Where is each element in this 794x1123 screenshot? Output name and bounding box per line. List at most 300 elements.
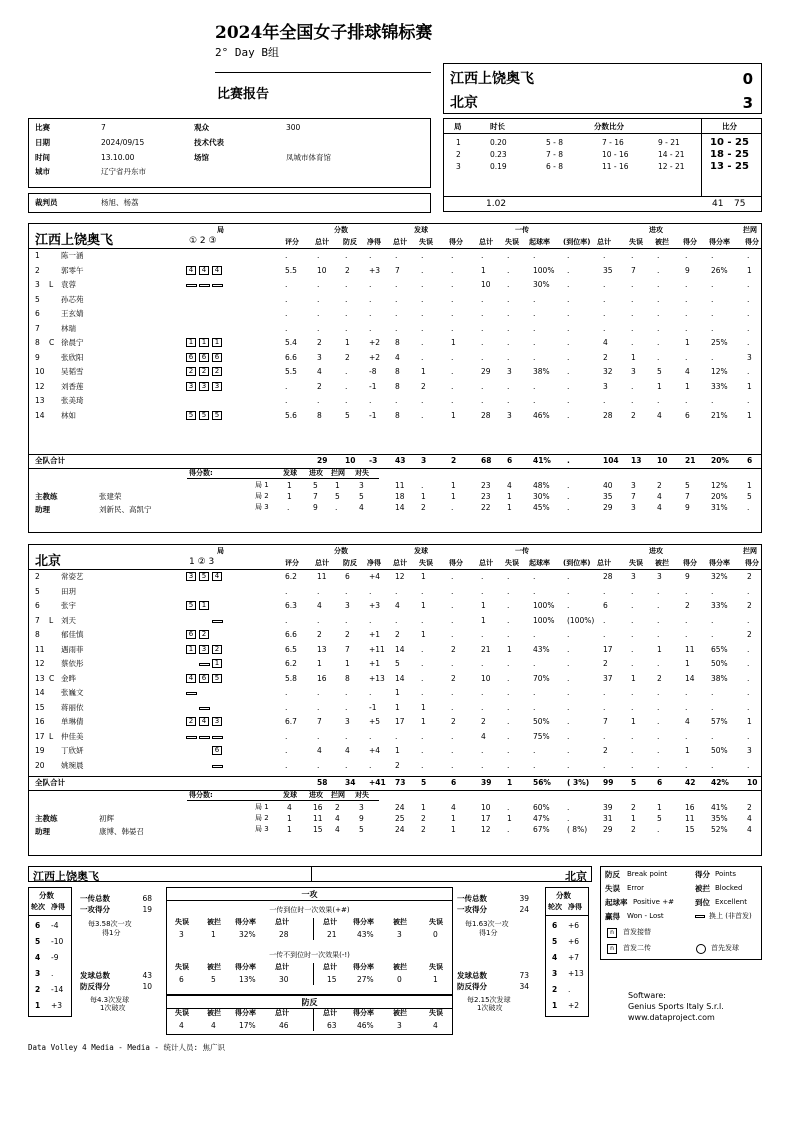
reception-1: . xyxy=(507,265,510,275)
block-pts: . xyxy=(747,251,750,260)
set-no: 3 xyxy=(456,162,461,171)
first-serve-marker-icon: n xyxy=(607,928,617,938)
points-0: 8 xyxy=(317,410,322,420)
grade: 6.6 xyxy=(285,352,297,362)
player-number: 20 xyxy=(35,760,45,770)
set-label: 局 3 xyxy=(255,503,269,511)
points-1: . xyxy=(345,586,348,596)
set-dur: 0.23 xyxy=(490,150,507,159)
player-name: 姚琬晨 xyxy=(61,760,84,770)
set-rec-0: 17 xyxy=(481,814,491,823)
rotation-box: 4 xyxy=(199,717,209,726)
player-row xyxy=(29,294,761,305)
points-2: +4 xyxy=(369,572,381,581)
mid-val-a: 4 xyxy=(211,1021,216,1030)
rotation-number: 3 xyxy=(35,969,41,978)
attack-3: . xyxy=(685,352,688,362)
rot-b-h1: 轮次 xyxy=(548,903,562,911)
rotation-box: 6 xyxy=(212,746,222,755)
reception-1: . xyxy=(507,352,510,362)
reception-2: . xyxy=(533,294,536,304)
rotation-box: 5 xyxy=(186,411,196,420)
assistant-name: 康博、韩晏召 xyxy=(99,827,144,836)
attack-2: . xyxy=(657,251,660,260)
set-rec-0: 23 xyxy=(481,481,491,490)
sets-h-score: 比分 xyxy=(722,122,737,131)
player-role: L xyxy=(49,615,54,625)
points-1: . xyxy=(345,702,348,712)
block-pts: . xyxy=(747,338,750,347)
col-header-block: 拦网 xyxy=(743,547,757,555)
points-label: 得分数: xyxy=(189,791,213,799)
reception-2: 38% xyxy=(533,367,550,376)
reception-1: . xyxy=(507,717,510,726)
match-label: 比赛 xyxy=(35,123,50,132)
lg-wl: 赢得 xyxy=(605,912,620,921)
serve-2: . xyxy=(451,688,454,697)
player-row xyxy=(29,600,761,611)
set-ph-0: . xyxy=(287,503,290,512)
col-header-pts: 得分 xyxy=(449,238,463,246)
total-serve-2: 6 xyxy=(451,778,457,787)
page-title: 2024年全国女子排球锦标赛 xyxy=(215,23,433,43)
col-header-blk: 被拦 xyxy=(655,238,669,246)
attack-3: . xyxy=(685,586,688,596)
player-row xyxy=(29,337,761,348)
points-2: . xyxy=(369,309,372,318)
reception-1: . xyxy=(507,323,510,333)
attack-4: . xyxy=(711,294,714,304)
team-total-row xyxy=(29,777,761,788)
total-rec-0: 39 xyxy=(481,778,492,787)
reception-3: . xyxy=(567,294,570,304)
mid-val-a: 1 xyxy=(211,930,216,939)
attack-3: . xyxy=(685,630,688,639)
rotation-box: 3 xyxy=(199,382,209,391)
serve-2: . xyxy=(451,572,454,581)
attack-2: . xyxy=(657,396,660,405)
set-breakdown-row xyxy=(29,491,761,502)
rot-a-h1: 轮次 xyxy=(31,903,45,911)
set-ph-0: 1 xyxy=(287,825,292,834)
mid-h-a: 失误 xyxy=(175,1009,189,1017)
reception-1: . xyxy=(507,731,510,741)
player-name: 郭零午 xyxy=(61,265,84,275)
date-label: 日期 xyxy=(35,138,50,147)
mid-h-a: 被拦 xyxy=(207,1009,221,1017)
grade: 6.6 xyxy=(285,630,297,639)
serve-2: 1 xyxy=(451,338,456,347)
col-header-pts: 得分 xyxy=(683,238,697,246)
points-1: 3 xyxy=(345,601,350,610)
col-header-err: 失误 xyxy=(505,238,519,246)
player-number: 12 xyxy=(35,381,45,391)
set-serve-2: 1 xyxy=(451,825,456,834)
attack-2: . xyxy=(657,601,660,610)
total-points-2: +41 xyxy=(369,778,386,787)
set-att-2: 5 xyxy=(657,814,662,823)
player-number: 5 xyxy=(35,294,40,304)
score-header xyxy=(443,63,762,114)
player-row xyxy=(29,702,761,713)
rotation-net: . xyxy=(51,969,54,978)
player-number: 6 xyxy=(35,309,40,318)
mid-val-a: 17% xyxy=(239,1021,256,1030)
set-p2: 7 - 16 xyxy=(602,138,624,147)
sa-l2: 一攻得分 xyxy=(80,905,110,914)
attack-0: . xyxy=(603,309,606,318)
rotation-box: 6 xyxy=(212,353,222,362)
rotation-net: -10 xyxy=(51,937,64,946)
sb-l3: 发球总数 xyxy=(457,971,487,980)
mid-h-b: 总计 xyxy=(323,1009,337,1017)
set-block: 5 xyxy=(747,492,752,501)
software-url: www.dataproject.com xyxy=(628,1013,715,1022)
block-pts: 1 xyxy=(747,717,752,726)
lg-exc-en: Excellent xyxy=(715,898,747,906)
rotation-number: 6 xyxy=(35,921,41,930)
set-att-4: 31% xyxy=(711,503,728,512)
reception-1: . xyxy=(507,280,510,289)
player-number: 11 xyxy=(35,644,45,654)
reception-3: . xyxy=(567,352,570,362)
grade: . xyxy=(285,702,288,712)
bp-title: 防反 xyxy=(301,998,318,1007)
attack-0: . xyxy=(603,688,606,697)
set-ph-2: 5 xyxy=(335,492,340,501)
points-2: +1 xyxy=(369,630,381,639)
set-ph-3: 9 xyxy=(359,814,364,823)
match-info xyxy=(28,118,431,188)
player-name: 张美琦 xyxy=(61,396,84,405)
serve-0: 12 xyxy=(395,572,405,581)
mid-val-a: 46 xyxy=(279,1021,289,1030)
set-ph-1: 9 xyxy=(313,503,318,512)
player-name: 仲佳美 xyxy=(61,731,84,741)
set-dur: 0.20 xyxy=(490,138,507,147)
serve-1: . xyxy=(421,659,424,668)
mid-val-b: 63 xyxy=(327,1021,337,1030)
assistant-label: 助理 xyxy=(35,505,50,514)
col-header-err: 失误 xyxy=(629,559,643,567)
player-name: 王玄婧 xyxy=(61,309,84,318)
points-0: . xyxy=(317,251,320,260)
col-header-pts_net: 净得 xyxy=(367,559,381,567)
mid-val-a: 28 xyxy=(279,930,289,939)
rotation-number: 2 xyxy=(35,985,41,994)
serve-1: 1 xyxy=(421,601,426,610)
rotation-box: 2 xyxy=(186,367,196,376)
points-1: . xyxy=(345,367,348,376)
set-serve-1: 1 xyxy=(421,803,426,812)
points-0: 11 xyxy=(317,572,327,581)
points-1: 2 xyxy=(345,630,350,639)
serve-0: 7 xyxy=(395,265,400,275)
player-number: 19 xyxy=(35,746,45,755)
points-2: . xyxy=(369,688,372,697)
sets-h-dur: 时长 xyxy=(490,122,505,131)
reception-3: . xyxy=(567,323,570,333)
reception-3: . xyxy=(567,717,570,726)
reception-2: . xyxy=(533,251,536,260)
block-pts: . xyxy=(747,323,750,333)
reception-3: . xyxy=(567,601,570,610)
serve-0: 14 xyxy=(395,673,405,683)
mid-val-b: 27% xyxy=(357,975,374,984)
attack-1: . xyxy=(631,338,634,347)
attack-1: . xyxy=(631,601,634,610)
player-row xyxy=(29,586,761,597)
total-att-3: 21 xyxy=(685,456,696,465)
attack-3: . xyxy=(685,615,688,625)
attack-3: . xyxy=(685,688,688,697)
player-name: 刘天 xyxy=(61,615,76,625)
grade: . xyxy=(285,731,288,741)
grade: . xyxy=(285,280,288,289)
attack-1: . xyxy=(631,688,634,697)
set-breakdown-row xyxy=(29,802,761,813)
mid-val-a: 3 xyxy=(179,930,184,939)
grade: 5.5 xyxy=(285,367,297,376)
set-serve-1: 2 xyxy=(421,825,426,834)
mid-h-a: 总计 xyxy=(275,918,289,926)
rotation-net: +6 xyxy=(568,937,580,946)
points-0: 3 xyxy=(317,352,322,362)
lg-bp-en: Break point xyxy=(627,870,668,878)
set-block: 4 xyxy=(747,814,752,823)
player-number: 15 xyxy=(35,702,45,712)
sa-v1: 68 xyxy=(142,894,152,903)
sets-total-dur: 1.02 xyxy=(486,199,507,209)
reception-2: . xyxy=(533,352,536,362)
attack-3: . xyxy=(685,396,688,405)
total-att-0: 104 xyxy=(603,456,619,465)
sb-v3: 73 xyxy=(519,971,529,980)
player-number: 8 xyxy=(35,630,40,639)
set-att-1: 2 xyxy=(631,825,636,834)
attack-2: 2 xyxy=(657,673,662,683)
mid-h-a: 失误 xyxy=(175,963,189,971)
player-name: 张欣阳 xyxy=(61,352,84,362)
attack-1: . xyxy=(631,323,634,333)
player-name: 陈一涵 xyxy=(61,251,84,260)
attack-0: . xyxy=(603,396,606,405)
set-rec-1: . xyxy=(507,825,510,834)
reception-2: . xyxy=(533,381,536,391)
reception-1: . xyxy=(507,338,510,347)
serve-0: 1 xyxy=(395,746,400,755)
col-header-block: 拦网 xyxy=(743,226,757,234)
attack-3: 6 xyxy=(685,410,690,420)
reception-0: . xyxy=(481,630,484,639)
rotation-box: 5 xyxy=(186,601,196,610)
serve-2: . xyxy=(451,731,454,741)
block-pts: 2 xyxy=(747,601,752,610)
attack-0: 28 xyxy=(603,572,613,581)
points-1: . xyxy=(345,251,348,260)
set-rec-1: 4 xyxy=(507,481,512,490)
software-company: Genius Sports Italy S.r.l. xyxy=(628,1002,724,1011)
reception-1: . xyxy=(507,746,510,755)
serve-2: . xyxy=(451,746,454,755)
sideout-title: 一攻 xyxy=(301,890,318,899)
block-pts: . xyxy=(747,396,750,405)
set-breakdown-row xyxy=(29,480,761,491)
sa-v3: 43 xyxy=(142,971,152,980)
total-att-1: 13 xyxy=(631,456,642,465)
block-pts: . xyxy=(747,731,750,741)
col-header-tot: 总计 xyxy=(597,559,611,567)
attack-2: . xyxy=(657,309,660,318)
coach-name: 张建荣 xyxy=(99,492,122,501)
set-block: 1 xyxy=(747,481,752,490)
set-block: 4 xyxy=(747,825,752,834)
lg-pts: 得分 xyxy=(695,870,710,879)
col-header-bpts: 得分 xyxy=(745,559,759,567)
rotation-box: 1 xyxy=(186,338,196,347)
rotation-box: 3 xyxy=(186,572,196,581)
set-p1: 6 - 8 xyxy=(546,162,564,171)
rotation-box: 1 xyxy=(199,601,209,610)
set-serve-0: 18 xyxy=(395,492,405,501)
mid-h-a: 被拦 xyxy=(207,963,221,971)
team-b-set-marks: 1 ② 3 xyxy=(189,557,215,567)
serve-2: . xyxy=(451,265,454,275)
grade: 5.4 xyxy=(285,338,297,347)
serve-2: . xyxy=(451,760,454,770)
attack-2: . xyxy=(657,265,660,275)
grade: . xyxy=(285,746,288,755)
reception-0: 28 xyxy=(481,410,491,420)
set-p2: 11 - 16 xyxy=(602,162,629,171)
rotation-box: 3 xyxy=(212,382,222,391)
grade: . xyxy=(285,586,288,596)
set-ph-3: 4 xyxy=(359,503,364,512)
mid-val-b: 15 xyxy=(327,975,337,984)
set-ph-0: 4 xyxy=(287,803,292,812)
set-p3: 9 - 21 xyxy=(658,138,680,147)
reception-2: . xyxy=(533,586,536,596)
grade: 6.3 xyxy=(285,601,297,610)
attack-2: 3 xyxy=(657,572,662,581)
serve-1: . xyxy=(421,294,424,304)
report-label: 比赛报告 xyxy=(217,87,270,102)
set-serve-1: . xyxy=(421,481,424,490)
reception-3: . xyxy=(567,630,570,639)
sa-n4: 1次破攻 xyxy=(100,1004,126,1012)
player-number: 1 xyxy=(35,251,40,260)
serve-2: . xyxy=(451,251,454,260)
reception-3: . xyxy=(567,659,570,668)
attack-3: 9 xyxy=(685,265,690,275)
team-a-name: 江西上饶奥飞 xyxy=(450,71,534,87)
reception-2: 100% xyxy=(533,265,555,275)
set-rec-0: 10 xyxy=(481,803,491,812)
attack-1: . xyxy=(631,731,634,741)
reception-3: . xyxy=(567,396,570,405)
serve-2: . xyxy=(451,309,454,318)
points-1: 3 xyxy=(345,717,350,726)
coach-name: 初辉 xyxy=(99,814,114,823)
reception-1: . xyxy=(507,586,510,596)
serve-2: . xyxy=(451,323,454,333)
reception-2: . xyxy=(533,572,536,581)
rotation-box: 1 xyxy=(212,659,222,668)
total-att-3: 42 xyxy=(685,778,696,787)
set-rec-2: 48% xyxy=(533,481,550,490)
set-ph-0: 1 xyxy=(287,481,292,490)
attack-1: . xyxy=(631,615,634,625)
referees-box xyxy=(28,193,431,213)
attack-4: . xyxy=(711,309,714,318)
col-header-recv: 一传 xyxy=(515,226,529,234)
date-value: 2024/09/15 xyxy=(101,138,145,147)
grade: . xyxy=(285,381,288,391)
serve-2: . xyxy=(451,615,454,625)
bottom-team-b: 北京 xyxy=(565,870,587,883)
serve-0: 4 xyxy=(395,352,400,362)
reception-0: 1 xyxy=(481,265,486,275)
attack-0: 2 xyxy=(603,352,608,362)
mid-h-a: 得分率 xyxy=(235,1009,256,1017)
reception-0: 1 xyxy=(481,615,486,625)
attack-4: . xyxy=(711,731,714,741)
set-block: . xyxy=(747,503,750,512)
player-row xyxy=(29,571,761,582)
team-total-row xyxy=(29,455,761,466)
points-0: 13 xyxy=(317,644,327,654)
team-a-table xyxy=(28,223,762,533)
block-pts: . xyxy=(747,586,750,596)
attack-0: . xyxy=(603,251,606,260)
reception-1: . xyxy=(507,251,510,260)
sa-n1: 每3.58次一攻 xyxy=(88,920,132,928)
player-name: 丁欣妍 xyxy=(61,746,84,755)
attack-1: . xyxy=(631,309,634,318)
attack-0: . xyxy=(603,702,606,712)
serve-2: . xyxy=(451,659,454,668)
points-h-1: 进攻 xyxy=(309,791,323,799)
player-row xyxy=(29,308,761,319)
reception-3: . xyxy=(567,760,570,770)
mid-h-a: 被拦 xyxy=(207,918,221,926)
lg-blk: 被拦 xyxy=(695,884,710,893)
first-serve-circle-icon xyxy=(696,944,706,954)
rotation-number: 1 xyxy=(35,1001,41,1010)
serve-1: . xyxy=(421,586,424,596)
attack-2: . xyxy=(657,717,660,726)
sub-marker-icon xyxy=(199,736,210,739)
reception-0: 29 xyxy=(481,367,491,376)
serve-0: 1 xyxy=(395,688,400,697)
reception-3: . xyxy=(567,644,570,654)
mid-h-b: 总计 xyxy=(323,918,337,926)
set-rec-1: 1 xyxy=(507,503,512,512)
reception-3: . xyxy=(567,688,570,697)
block-pts: 1 xyxy=(747,410,752,420)
serve-1: 1 xyxy=(421,702,426,712)
team-a-set-marks: ① 2 ③ xyxy=(189,236,217,246)
grade: . xyxy=(285,760,288,770)
rotation-number: 4 xyxy=(552,953,558,962)
points-0: 4 xyxy=(317,746,322,755)
points-2: . xyxy=(369,280,372,289)
points-2: +4 xyxy=(369,746,381,755)
set-ph-1: 16 xyxy=(313,803,323,812)
serve-0: . xyxy=(395,586,398,596)
rotation-box: 5 xyxy=(212,674,222,683)
reception-2: . xyxy=(533,323,536,333)
